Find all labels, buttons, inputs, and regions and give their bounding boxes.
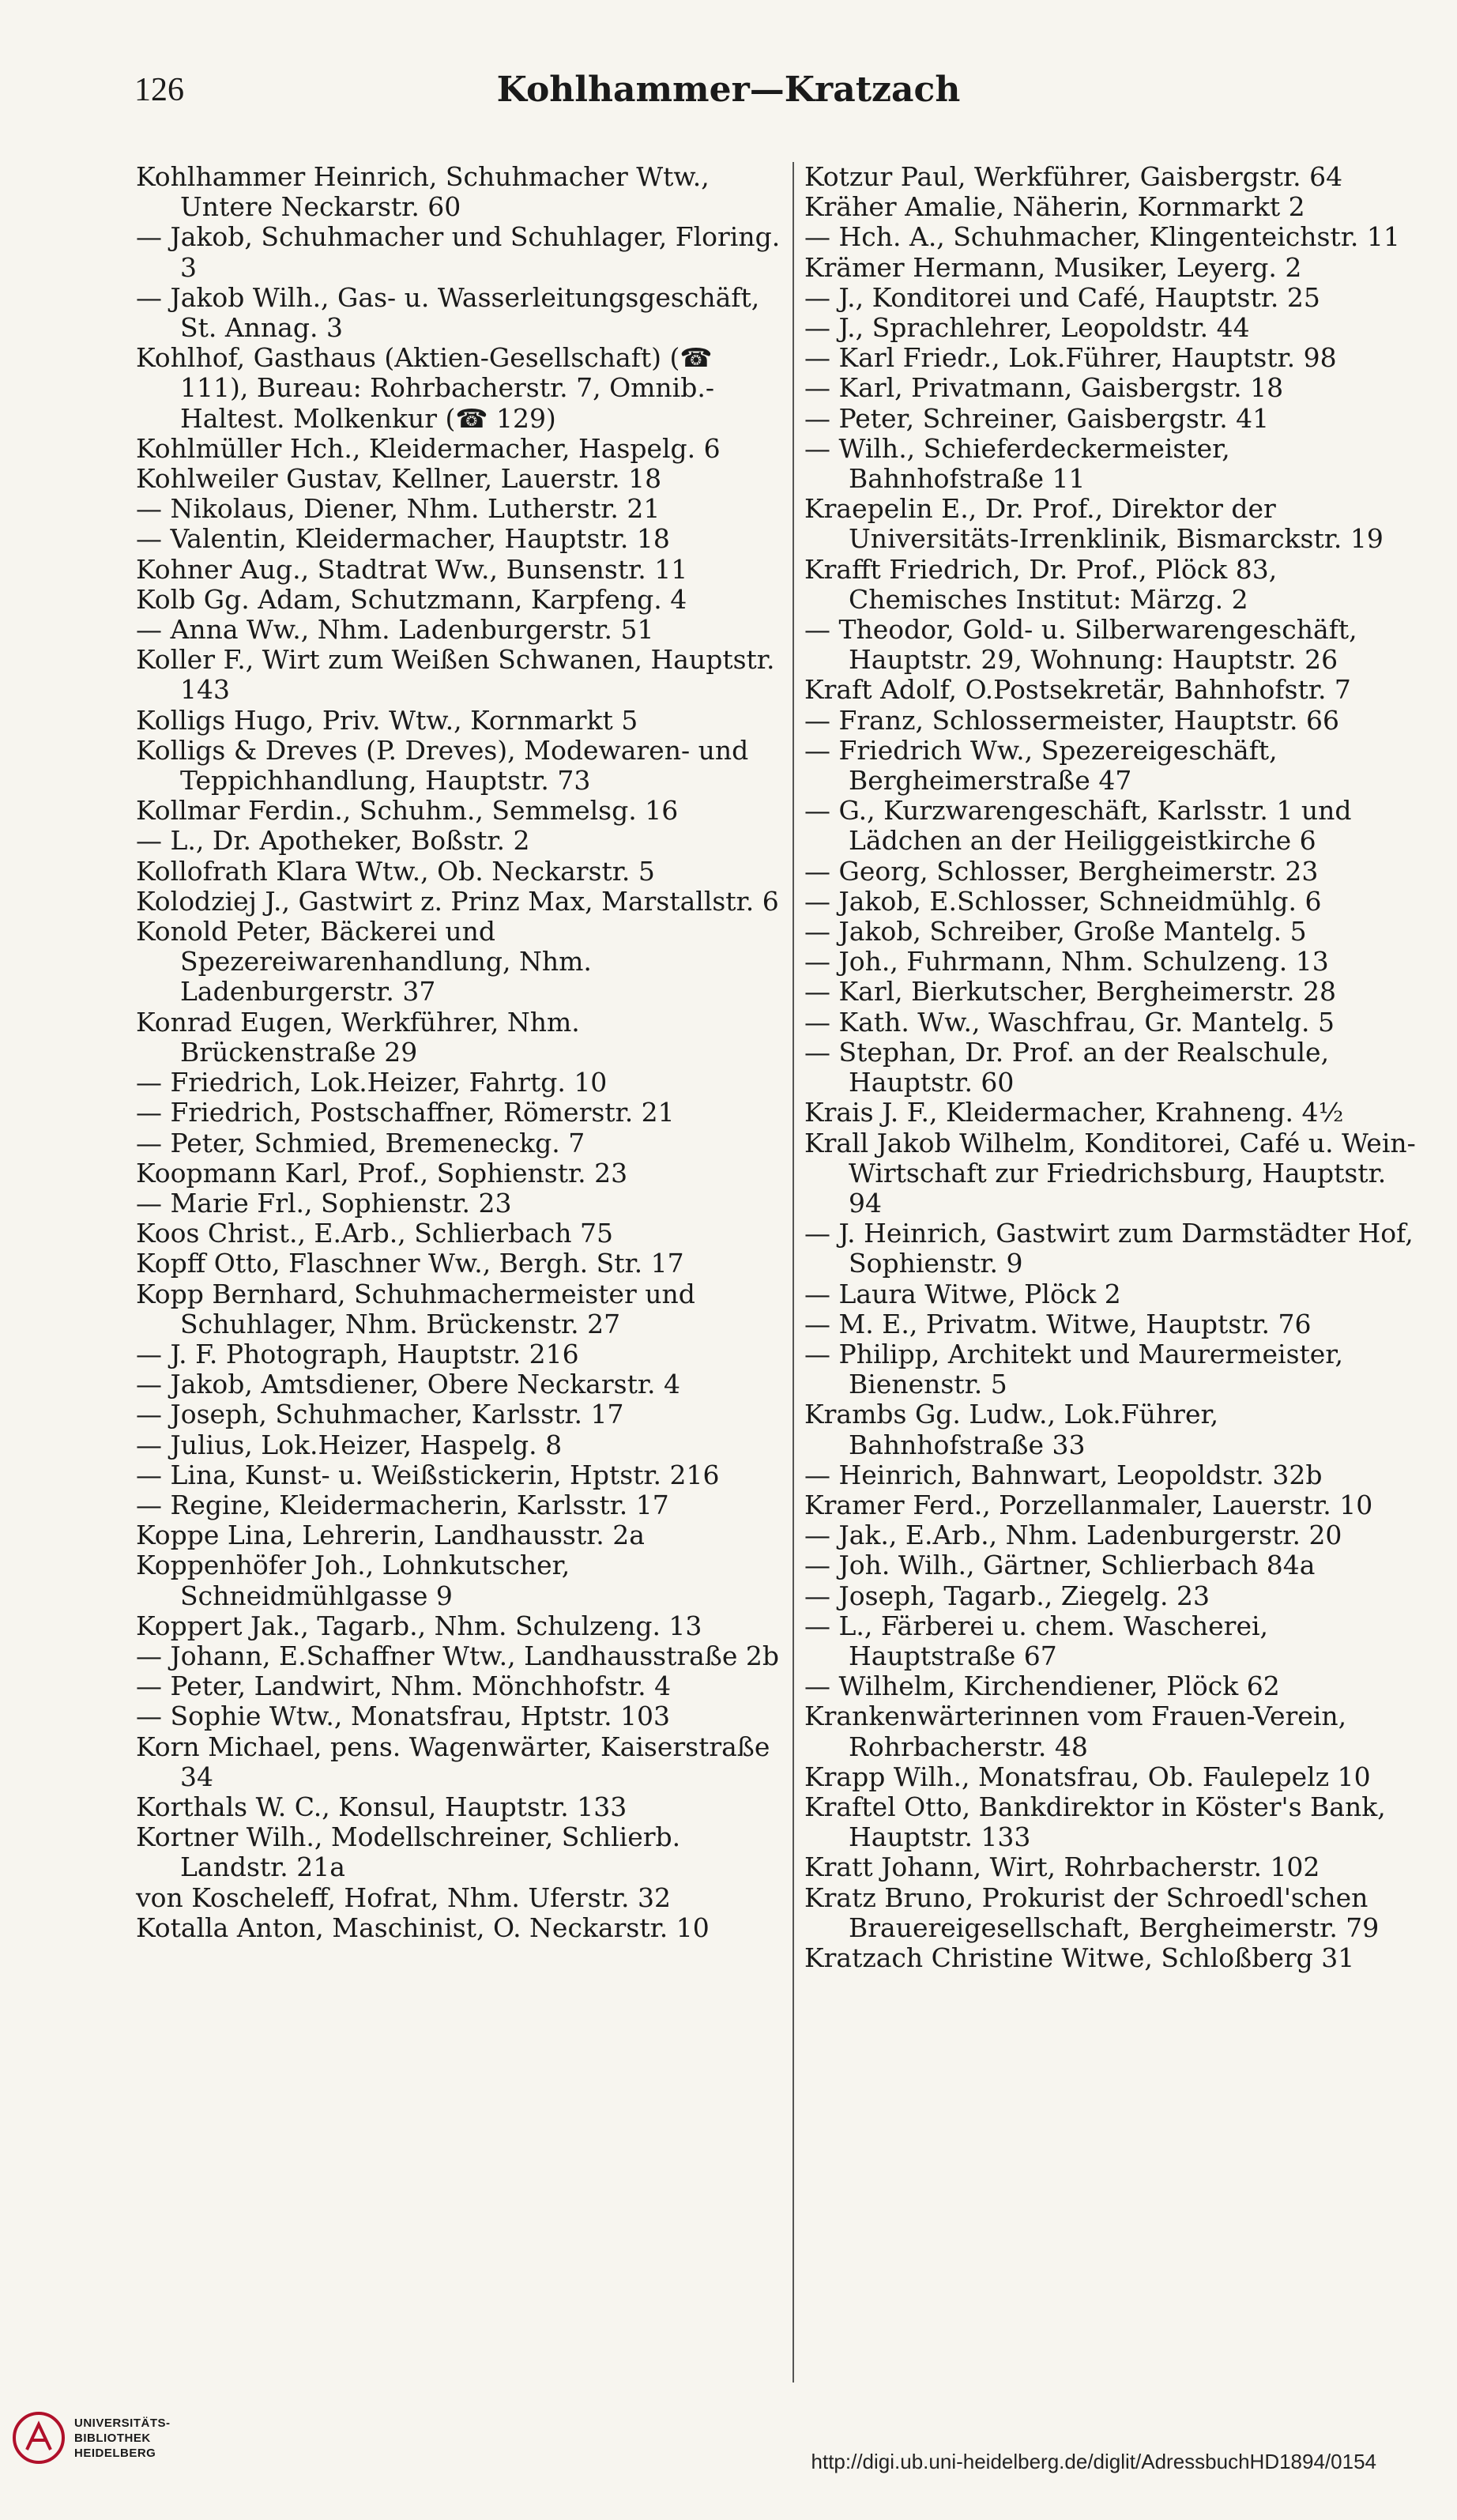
directory-entry: — Regine, Kleidermacherin, Karlsstr. 17 xyxy=(136,1489,669,1520)
directory-entry: — Lina, Kunst- u. Weißstickerin, Hptstr. 216 xyxy=(136,1459,720,1490)
directory-entry: Kohlweiler Gustav, Kellner, Lauerstr. 18 xyxy=(136,463,662,495)
directory-entry: Koppenhöfer Joh., Lohnkutscher, Schneidmühlgasse 9 xyxy=(136,1550,570,1611)
directory-entry: — Franz, Schlossermeister, Hauptstr. 66 xyxy=(804,704,1340,736)
directory-entry: — Jak., E.Arb., Nhm. Ladenburgerstr. 20 xyxy=(804,1520,1342,1551)
directory-entry: Kraft Adolf, O.Postsekretär, Bahnhofstr. 7 xyxy=(804,674,1351,706)
directory-entry: Kollofrath Klara Wtw., Ob. Neckarstr. 5 xyxy=(136,855,655,887)
directory-entry: — Jakob, Schuhmacher und Schuhlager, Floring. 3 xyxy=(136,221,781,283)
directory-entry: — J., Sprachlehrer, Leopoldstr. 44 xyxy=(804,312,1250,344)
library-name-line-2: BIBLIOTHEK xyxy=(74,2431,151,2445)
directory-entry: Krafft Friedrich, Dr. Prof., Plöck 83, Chemisches Institut: Märzg. 2 xyxy=(804,553,1278,615)
directory-entry: — L., Färberei u. chem. Wascherei, Hauptstraße 67 xyxy=(804,1610,1269,1671)
library-name xyxy=(74,2416,171,2461)
directory-entry: — J. F. Photograph, Hauptstr. 216 xyxy=(136,1338,579,1369)
directory-entry: — Joseph, Tagarb., Ziegelg. 23 xyxy=(804,1580,1210,1611)
library-name-line-1: UNIVERSITÄTS- xyxy=(74,2416,171,2430)
library-name-line-3: HEIDELBERG xyxy=(74,2446,156,2460)
directory-entry: — Karl, Bierkutscher, Bergheimerstr. 28 xyxy=(804,976,1337,1008)
directory-entry: — Wilhelm, Kirchendiener, Plöck 62 xyxy=(804,1671,1280,1702)
directory-entry: Kortner Wilh., Modellschreiner, Schlierb. Landstr. 21a xyxy=(136,1821,681,1883)
directory-entry: Kohner Aug., Stadtrat Ww., Bunsenstr. 11 xyxy=(136,553,688,585)
directory-entry: Kraepelin E., Dr. Prof., Direktor der Universitäts-Irrenklinik, Bismarckstr. 19 xyxy=(804,493,1384,555)
directory-entry: — Hch. A., Schuhmacher, Klingenteichstr. 11 xyxy=(804,221,1400,253)
left-column xyxy=(136,162,782,1943)
directory-entry: — Peter, Schreiner, Gaisbergstr. 41 xyxy=(804,402,1270,434)
directory-entry: Kolligs & Dreves (P. Dreves), Modewaren- und Teppichhandlung, Hauptstr. 73 xyxy=(136,734,749,797)
directory-entry: Kramer Ferd., Porzellanmaler, Lauerstr. 10 xyxy=(804,1489,1373,1520)
directory-entry: — Joh., Fuhrmann, Nhm. Schulzeng. 13 xyxy=(804,946,1329,977)
directory-entry: — Joseph, Schuhmacher, Karlsstr. 17 xyxy=(136,1399,624,1430)
directory-entry: — Valentin, Kleidermacher, Hauptstr. 18 xyxy=(136,523,670,555)
directory-entry: Kratt Johann, Wirt, Rohrbacherstr. 102 xyxy=(804,1851,1320,1883)
directory-entry: Kohlmüller Hch., Kleidermacher, Haspelg. 6 xyxy=(136,432,721,464)
directory-entry: Krapp Wilh., Monatsfrau, Ob. Faulepelz 10 xyxy=(804,1761,1371,1792)
library-seal-icon xyxy=(11,2410,66,2465)
directory-entry: — Laura Witwe, Plöck 2 xyxy=(804,1278,1121,1309)
directory-entry: — Marie Frl., Sophienstr. 23 xyxy=(136,1187,512,1219)
column-divider xyxy=(793,162,794,2383)
directory-entry: — Julius, Lok.Heizer, Haspelg. 8 xyxy=(136,1429,563,1460)
directory-entry: Kopff Otto, Flaschner Ww., Bergh. Str. 17 xyxy=(136,1248,684,1279)
directory-entry: Konrad Eugen, Werkführer, Nhm. Brückenstraße 29 xyxy=(136,1006,580,1068)
directory-entry: — Friedrich, Postschaffner, Römerstr. 21 xyxy=(136,1097,675,1128)
directory-entry: — Stephan, Dr. Prof. an der Realschule, Hauptstr. 60 xyxy=(804,1036,1330,1098)
directory-entry: Koller F., Wirt zum Weißen Schwanen, Hauptstr. 143 xyxy=(136,644,775,706)
right-column xyxy=(804,162,1421,1973)
directory-entry: Kolb Gg. Adam, Schutzmann, Karpfeng. 4 xyxy=(136,583,687,615)
directory-entry: Koppert Jak., Tagarb., Nhm. Schulzeng. 13 xyxy=(136,1610,702,1641)
directory-entry: Krambs Gg. Ludw., Lok.Führer, Bahnhofstraße 33 xyxy=(804,1399,1219,1460)
directory-entry: Kollmar Ferdin., Schuhm., Semmelsg. 16 xyxy=(136,795,679,827)
directory-entry: — Friedrich, Lok.Heizer, Fahrtg. 10 xyxy=(136,1067,608,1098)
directory-entry: — Anna Ww., Nhm. Ladenburgerstr. 51 xyxy=(136,614,654,646)
page-number: 126 xyxy=(134,72,184,108)
directory-entry: Koppe Lina, Lehrerin, Landhausstr. 2a xyxy=(136,1520,645,1551)
directory-entry: Kraftel Otto, Bankdirektor in Köster's Bank, Hauptstr. 133 xyxy=(804,1791,1386,1853)
directory-entry: Kolodziej J., Gastwirt z. Prinz Max, Marstallstr. 6 xyxy=(136,885,779,917)
directory-entry: Kohlhammer Heinrich, Schuhmacher Wtw., Untere Neckarstr. 60 xyxy=(136,161,710,223)
directory-entry: — L., Dr. Apotheker, Boßstr. 2 xyxy=(136,825,530,857)
directory-entry: — Karl Friedr., Lok.Führer, Hauptstr. 98 xyxy=(804,342,1337,374)
directory-entry: Krall Jakob Wilhelm, Konditorei, Café u. Wein-Wirtschaft zur Friedrichsburg, Hauptstr. 94 xyxy=(804,1127,1416,1219)
directory-entry: — Heinrich, Bahnwart, Leopoldstr. 32b xyxy=(804,1459,1323,1490)
directory-entry: Krankenwärterinnen vom Frauen-Verein, Rohrbacherstr. 48 xyxy=(804,1701,1347,1762)
directory-entry: — Theodor, Gold- u. Silberwarengeschäft, Hauptstr. 29, Wohnung: Hauptstr. 26 xyxy=(804,614,1357,676)
directory-entry: Kratzach Christine Witwe, Schloßberg 31 xyxy=(804,1942,1355,1973)
directory-entry: — G., Kurzwarengeschäft, Karlsstr. 1 und Lädchen an der Heiliggeistkirche 6 xyxy=(804,795,1352,857)
directory-entry: — Johann, E.Schaffner Wtw., Landhausstraße 2b xyxy=(136,1640,779,1671)
directory-entry: — Joh. Wilh., Gärtner, Schlierbach 84a xyxy=(804,1550,1316,1581)
directory-entry: — Friedrich Ww., Spezereigeschäft, Bergheimerstraße 47 xyxy=(804,734,1278,797)
directory-entry: — Jakob, E.Schlosser, Schneidmühlg. 6 xyxy=(804,885,1322,917)
directory-entry: — Peter, Schmied, Bremeneckg. 7 xyxy=(136,1127,585,1158)
directory-entry: Konold Peter, Bäckerei und Spezereiwarenhandlung, Nhm. Ladenburgerstr. 37 xyxy=(136,916,592,1008)
directory-entry: von Koscheleff, Hofrat, Nhm. Uferstr. 32 xyxy=(136,1882,672,1913)
library-logo[interactable] xyxy=(11,2410,171,2465)
directory-entry: Krämer Hermann, Musiker, Leyerg. 2 xyxy=(804,251,1302,283)
directory-entry: Kotzur Paul, Werkführer, Gaisbergstr. 64 xyxy=(804,161,1343,192)
directory-entry: Koos Christ., E.Arb., Schlierbach 75 xyxy=(136,1218,613,1249)
directory-entry: Korn Michael, pens. Wagenwärter, Kaiserstraße 34 xyxy=(136,1731,770,1792)
directory-entry: — Georg, Schlosser, Bergheimerstr. 23 xyxy=(804,855,1319,887)
directory-entry: — Philipp, Architekt und Maurermeister, Bienenstr. 5 xyxy=(804,1338,1343,1400)
directory-entry: Krais J. F., Kleidermacher, Krahneng. 4½ xyxy=(804,1097,1344,1128)
source-url-link[interactable]: http://digi.ub.uni-heidelberg.de/diglit/AdressbuchHD1894/0154 xyxy=(811,2450,1376,2473)
directory-entry: Kotalla Anton, Maschinist, O. Neckarstr. 10 xyxy=(136,1912,710,1943)
directory-entry: — J., Konditorei und Café, Hauptstr. 25 xyxy=(804,281,1320,313)
directory-entry: Korthals W. C., Konsul, Hauptstr. 133 xyxy=(136,1791,627,1822)
directory-entry: — J. Heinrich, Gastwirt zum Darmstädter Hof, Sophienstr. 9 xyxy=(804,1218,1414,1279)
directory-entry: — Jakob, Schreiber, Große Mantelg. 5 xyxy=(804,916,1307,947)
directory-entry: — Jakob Wilh., Gas- u. Wasserleitungsgeschäft, St. Annag. 3 xyxy=(136,281,760,344)
directory-entry: — Sophie Wtw., Monatsfrau, Hptstr. 103 xyxy=(136,1701,671,1732)
directory-entry: — Wilh., Schieferdeckermeister, Bahnhofstraße 11 xyxy=(804,432,1230,495)
directory-entry: Kolligs Hugo, Priv. Wtw., Kornmarkt 5 xyxy=(136,704,638,736)
directory-entry: — Nikolaus, Diener, Nhm. Lutherstr. 21 xyxy=(136,493,661,525)
directory-entry: — Peter, Landwirt, Nhm. Mönchhofstr. 4 xyxy=(136,1671,672,1702)
directory-entry: — M. E., Privatm. Witwe, Hauptstr. 76 xyxy=(804,1308,1312,1339)
directory-entry: Kratz Bruno, Prokurist der Schroedl'schen Brauereigesellschaft, Bergheimerstr. 79 xyxy=(804,1882,1380,1943)
running-head: Kohlhammer—Kratzach xyxy=(496,70,961,110)
directory-entry: — Jakob, Amtsdiener, Obere Neckarstr. 4 xyxy=(136,1369,680,1400)
directory-entry: — Kath. Ww., Waschfrau, Gr. Mantelg. 5 xyxy=(804,1006,1335,1038)
directory-entry: Koopmann Karl, Prof., Sophienstr. 23 xyxy=(136,1157,628,1188)
directory-entry: — Karl, Privatmann, Gaisbergstr. 18 xyxy=(804,372,1284,404)
directory-entry: Kopp Bernhard, Schuhmachermeister und Schuhlager, Nhm. Brückenstr. 27 xyxy=(136,1278,695,1339)
directory-entry: Kräher Amalie, Näherin, Kornmarkt 2 xyxy=(804,191,1305,223)
directory-entry: Kohlhof, Gasthaus (Aktien-Gesellschaft) (☎ 111), Bureau: Rohrbacherstr. 7, Omnib.-Haltest. Molkenkur (☎ 129) xyxy=(136,342,714,434)
